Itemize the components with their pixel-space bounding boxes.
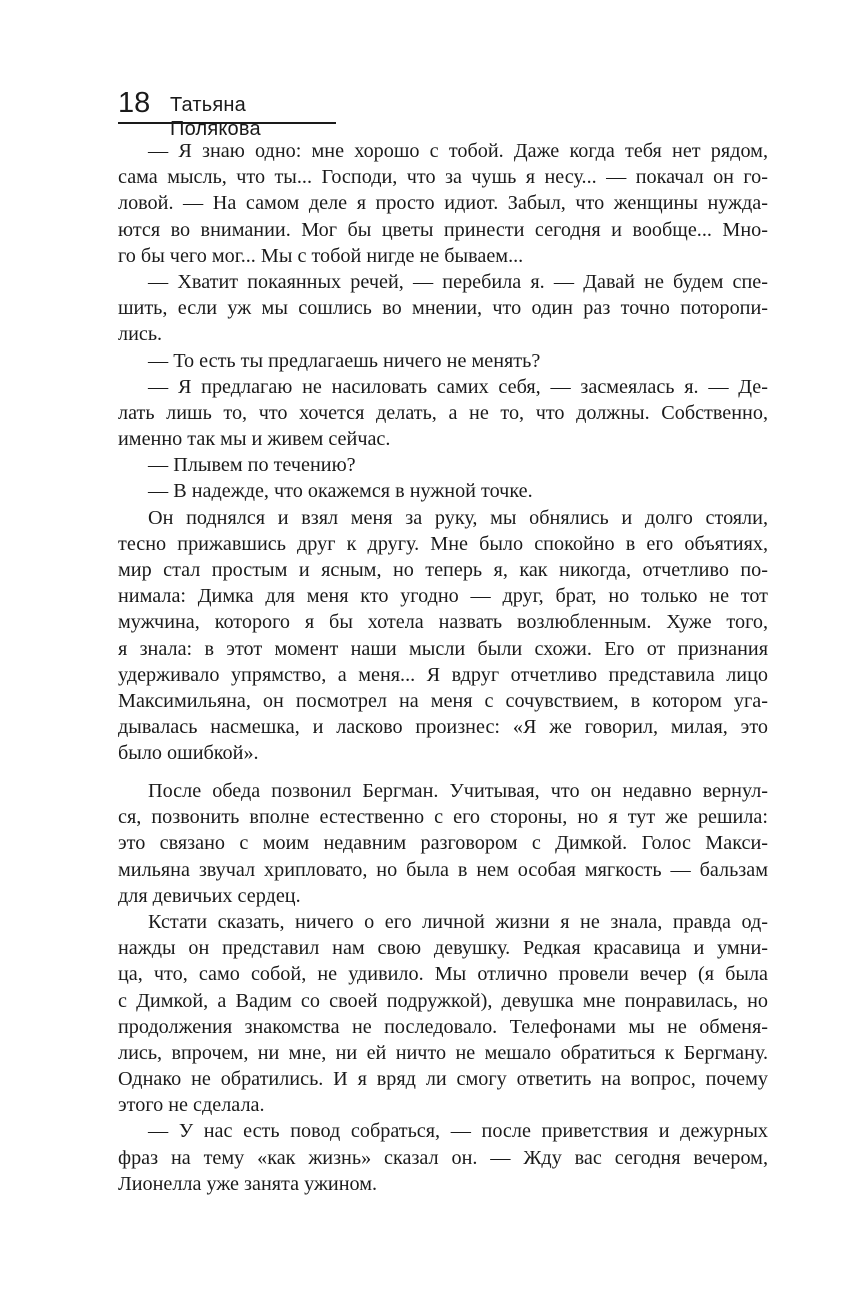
text-line: лись, впрочем, ни мне, ни ей ничто не мешало обратиться к Бергману. <box>118 1041 768 1064</box>
text-line: ловой. — На самом деле я просто идиот. Забыл, что женщины нужда- <box>118 192 768 215</box>
text-line: с Димкой, а Вадим со своей подружкой), девушка мне понравилась, но <box>118 989 768 1012</box>
text-line: нимала: Димка для меня кто угодно — друг, брат, но только не тот <box>118 585 768 608</box>
text-line: лись. <box>118 323 163 346</box>
text-line: После обеда позвонил Бергман. Учитывая, что он недавно вернул- <box>148 780 768 802</box>
text-line: мильяна звучал хрипловато, но была в нем особая мягкость — бальзам <box>118 858 768 881</box>
page-number: 18 <box>118 87 151 119</box>
text-line: ются во внимании. Мог бы цветы принести сегодня и вообще... Мно- <box>118 218 768 241</box>
body-text-section-2 <box>118 778 768 1197</box>
text-line: шить, если уж мы сошлись во мнении, что один раз точно поторопи- <box>118 297 768 320</box>
text-line: мужчина, которого я бы хотела назвать возлюбленным. Хуже того, <box>118 611 768 634</box>
text-line: ся, позвонить вполне естественно с его стороны, но я тут же решила: <box>118 806 768 829</box>
text-line: — Я предлагаю не насиловать самих себя, — засмеялась я. — Де- <box>148 375 768 398</box>
text-line: фраз на тему «как жизнь» сказал он. — Жду вас сегодня вечером, <box>118 1146 768 1169</box>
text-line: — У нас есть повод собраться, — после приветствия и дежурных <box>148 1120 768 1143</box>
text-line: это связано с моим недавним разговором с Димкой. Голос Макси- <box>118 832 768 855</box>
text-line: именно так мы и живем сейчас. <box>118 428 391 451</box>
text-line: для девичьих сердец. <box>118 884 301 907</box>
text-line: тесно прижавшись друг к другу. Мне было спокойно в его объятиях, <box>118 532 768 555</box>
text-line: — В надежде, что окажемся в нужной точке. <box>148 480 533 503</box>
author-name: Татьяна Полякова <box>170 94 261 140</box>
text-line: этого не сделала. <box>118 1094 265 1117</box>
text-line: удерживало упрямство, а меня... Я вдруг отчетливо представила лицо <box>118 663 768 686</box>
text-line: Максимильяна, он посмотрел на меня с сочувствием, в котором уга- <box>118 689 768 712</box>
text-line: мир стал простым и ясным, но теперь я, как никогда, отчетливо по- <box>118 559 768 581</box>
text-line: — Плывем по течению? <box>148 454 356 477</box>
text-line: нажды он представил нам свою девушку. Редкая красавица и умни- <box>118 937 768 960</box>
running-header <box>118 86 336 140</box>
text-line: дывалась насмешка, и ласково произнес: «Я же говорил, милая, это <box>118 716 768 739</box>
text-line: ца, что, само собой, не удивило. Мы отлично провели вечер (я была <box>118 963 768 986</box>
text-line: — Я знаю одно: мне хорошо с тобой. Даже когда тебя нет рядом, <box>148 140 768 162</box>
text-line: сама мысль, что ты... Господи, что за чушь я несу... — покачал он го- <box>118 166 768 189</box>
text-line: продолжения знакомства не последовало. Телефонами мы не обменя- <box>118 1015 768 1038</box>
text-line: Однако не обратились. И я вряд ли смогу ответить на вопрос, почему <box>118 1068 768 1091</box>
text-line: Лионелла уже занята ужином. <box>118 1172 378 1195</box>
text-line: Кстати сказать, ничего о его личной жизни я не знала, правда од- <box>148 910 768 933</box>
text-line: го бы чего мог... Мы с тобой нигде не бываем... <box>118 244 524 267</box>
text-line: — Хватит покаянных речей, — перебила я. — Давай не будем спе- <box>148 270 768 293</box>
text-line: — То есть ты предлагаешь ничего не менять? <box>148 349 541 372</box>
text-line: Он поднялся и взял меня за руку, мы обнялись и долго стояли, <box>148 506 768 529</box>
text-line: было ошибкой». <box>118 742 259 765</box>
text-line: я знала: в этот момент наши мысли были схожи. Его от признания <box>118 637 768 660</box>
text-line: лать лишь то, что хочется делать, а не то, что должны. Собственно, <box>118 401 768 424</box>
body-text-section-1 <box>118 138 768 767</box>
